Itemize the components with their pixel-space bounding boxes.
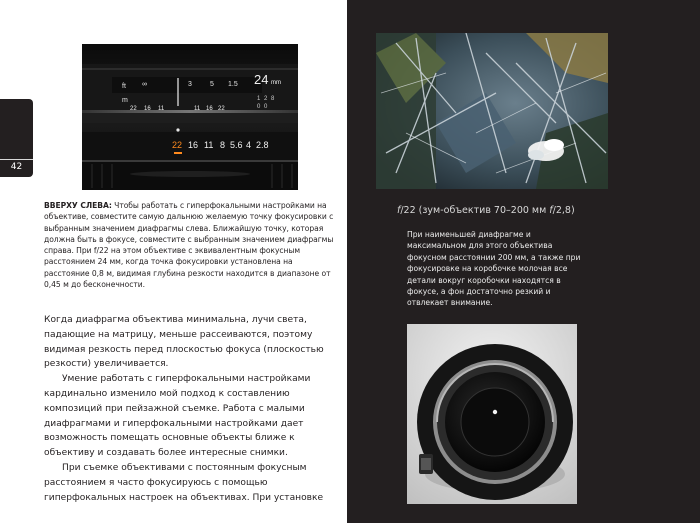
distance-scale-m: m bbox=[122, 97, 128, 104]
scale-mark-3: 3 bbox=[188, 81, 192, 88]
caption-lead: ВВЕРХУ СЛЕВА: bbox=[44, 201, 112, 210]
paragraph-3: При съемке объективами с постоянным фокусным расстоянием я часто фокусируюсь с помощью гиперфокальных настроек на объективах. При установке bbox=[44, 462, 324, 503]
f-symbol-2: f bbox=[549, 205, 553, 216]
photo-caption-top-left bbox=[44, 200, 340, 290]
paragraph-1: Когда диафрагма объектива минимальна, лучи света, падающие на матрицу, меньше рассеиваются, поэтому видимая резкость перед плоскостью фокуса (плоскостью резкости) увеличивается. bbox=[44, 315, 324, 370]
lens-depth-of-field-scale-photo bbox=[82, 44, 298, 190]
right-caption-title bbox=[397, 205, 617, 217]
dof-mark-left-22: 22 bbox=[130, 106, 137, 112]
aperture-mark-22: 22 bbox=[172, 140, 183, 150]
page-number-tab bbox=[0, 99, 33, 177]
lens-barrel-illustration bbox=[82, 44, 298, 190]
f-symbol: f bbox=[397, 205, 401, 216]
dof-mark-right-16: 16 bbox=[206, 106, 213, 112]
focal-length-unit: mm bbox=[271, 80, 281, 86]
aperture-mark-4: 4 bbox=[246, 140, 252, 150]
scale-mark-4: 1.5 bbox=[228, 81, 238, 88]
main-body-text bbox=[44, 313, 342, 505]
dof-mark-left-11: 11 bbox=[158, 106, 165, 112]
lens-digit-1: 1 bbox=[257, 96, 261, 102]
dof-mark-right-11: 11 bbox=[194, 106, 201, 112]
lens-digit-2: 2 bbox=[264, 96, 268, 102]
aperture-mark-16: 16 bbox=[188, 140, 199, 150]
aperture-index-dot bbox=[176, 128, 179, 131]
caption-text: Чтобы работать с гиперфокальными настройками на объективе, совместите самую дальнюю желаемую точку фокусировки с выбранным значением диафрагмы слева. Ближайшую точку, которая должна быть в фокусе, совместите с выбранным значением диафрагмы справа. При f/22 на этом объективе с эквивалентным фокусным расстоянием 24 мм, когда точка фокусировки установлена на расстояние 0,8 м, видимая глубина резкости находится в диапазоне от 0,45 м до бесконечности. bbox=[44, 201, 334, 290]
lens-mount-illustration bbox=[407, 324, 577, 504]
focal-length-marking: 24 bbox=[254, 72, 269, 87]
milkweed-photo-illustration bbox=[376, 33, 608, 189]
dof-mark-left-16: 16 bbox=[144, 106, 151, 112]
lens-digit-5: 0 bbox=[264, 104, 268, 110]
scale-mark-1: ∞ bbox=[142, 81, 147, 88]
aperture-mark-2-8: 2.8 bbox=[256, 140, 269, 150]
paragraph-2: Умение работать с гиперфокальными настройками кардинально изменило мой подход к составлению композиций при пейзажной съемке. Работа с малыми диафрагмами и гиперфокальными настройками дает возможность помещать основные объекты ближе к объективу и создавать более интересные снимки. bbox=[44, 374, 311, 459]
caption-title-end: /2,8) bbox=[552, 205, 575, 216]
lens-digit-3: 8 bbox=[271, 96, 275, 102]
caption-title-text: /22 (зум-объектив 70–200 мм bbox=[400, 205, 550, 216]
lens-mount-photo bbox=[407, 324, 577, 504]
scale-mark-2: 5 bbox=[210, 81, 214, 88]
dof-mark-right-22: 22 bbox=[218, 106, 225, 112]
aperture-mark-8: 8 bbox=[220, 140, 226, 150]
right-caption-text: При наименьшей диафрагме и максимальном для этого объектива фокусном расстоянии 200 мм, а также при фокусировке на коробочке молочая все детали вокруг коробочки находятся в фокусе, а фон достаточно резкий и отвлекает внимание. bbox=[407, 230, 581, 308]
aperture-mark-11: 11 bbox=[204, 140, 214, 150]
lens-digit-4: 0 bbox=[257, 104, 261, 110]
orange-marker bbox=[174, 152, 182, 154]
aperture-mark-5-6: 5.6 bbox=[230, 140, 243, 150]
milkweed-pod-photo bbox=[376, 33, 608, 189]
distance-scale-ft: ft bbox=[122, 83, 126, 90]
page-number: 42 bbox=[0, 159, 33, 174]
